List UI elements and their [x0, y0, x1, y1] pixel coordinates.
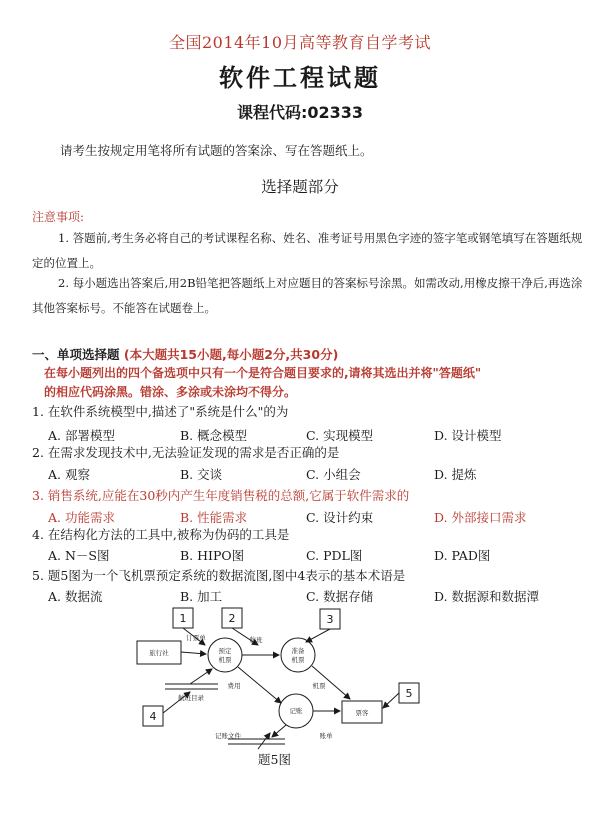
- callout-label-3: 3: [326, 613, 334, 626]
- callout-label-5: 5: [405, 687, 413, 700]
- instruction-text: 请考生按规定用笔将所有试题的答案涂、写在答题纸上。: [60, 143, 373, 158]
- note-item-2: 2. 每小题选出答案后,用2B铅笔把答题纸上对应题目的答案标号涂黑。如需改动,用橡皮擦干净后,再选涂其他答案标号。不能答在试题卷上。: [32, 276, 583, 315]
- exam-title: 软件工程试题: [219, 64, 381, 92]
- question-5-option-d: D. 数据源和数据潭: [434, 589, 540, 604]
- callout-label-1: 1: [179, 612, 187, 625]
- entity-travel-agency-label: 旅行社: [149, 649, 169, 657]
- section-heading: 选择题部分: [261, 178, 339, 196]
- figure-caption: 题5图: [258, 752, 291, 767]
- leader-5: [383, 693, 399, 708]
- question-4-stem: 4. 在结构化方法的工具中,被称为伪码的工具是: [32, 527, 290, 542]
- flow-fee-label: 费用: [227, 682, 241, 690]
- process-book-label-line2: 机票: [218, 656, 232, 664]
- part1-description-line1: 在每小题列出的四个备选项中只有一个是符合题目要求的,请将其选出并将"答题纸": [44, 366, 482, 380]
- question-1-option-a: A. 部署模型: [48, 428, 115, 443]
- question-1-option-d: D. 设计模型: [434, 428, 502, 443]
- flow-order-label: 订票单: [186, 634, 206, 642]
- question-2-option-b: B. 交谈: [180, 467, 223, 482]
- question-4-option-a: A. N－S图: [48, 548, 110, 563]
- flow-ticket-label: 机票: [312, 682, 326, 690]
- question-5-option-a: A. 数据流: [48, 589, 103, 604]
- process-book-label-line1: 预定: [218, 647, 232, 655]
- flow-flight-label: 航班: [249, 636, 263, 644]
- question-1-stem: 1. 在软件系统模型中,描述了"系统是什么"的为: [32, 404, 289, 419]
- question-2-option-d: D. 提炼: [434, 467, 477, 482]
- callout-label-2: 2: [228, 612, 236, 625]
- process-prepare-ticket: [281, 638, 315, 672]
- entity-ticket-box-label: 票客: [355, 709, 369, 717]
- question-3-option-c: C. 设计约束: [306, 510, 374, 525]
- note-item-1: 1. 答题前,考生务必将自己的考试课程名称、姓名、准考证号用黑色字迹的签字笔或钢笔填写在答题纸规定的位置上。: [32, 231, 583, 270]
- part1-description-line2: 的相应代码涂黑。错涂、多涂或未涂均不得分。: [44, 385, 297, 399]
- question-5-option-c: C. 数据存储: [306, 589, 374, 604]
- question-3-stem: 3. 销售系统,应能在30秒内产生年度销售税的总额,它属于软件需求的: [32, 488, 410, 503]
- process-record-label: 记账: [289, 707, 303, 715]
- question-3-option-b: B. 性能需求: [180, 510, 248, 525]
- question-1-option-b: B. 概念模型: [180, 428, 248, 443]
- question-2-stem: 2. 在需求发现技术中,无法验证发现的需求是否正确的是: [32, 445, 340, 460]
- store-flight-schedule-label: 航班目录: [178, 694, 204, 702]
- question-3-option-d: D. 外部接口需求: [434, 510, 527, 525]
- question-4-option-b: B. HIPO图: [180, 548, 245, 563]
- notes-heading: 注意事项:: [32, 210, 85, 224]
- question-5-stem: 5. 题5图为一个飞机票预定系统的数据流图,图中4表示的基本术语是: [32, 568, 406, 583]
- question-1-option-c: C. 实现模型: [306, 428, 374, 443]
- part1-scoring: (本大题共15小题,每小题2分,共30分): [123, 347, 339, 362]
- callout-label-4: 4: [149, 710, 157, 723]
- exam-header: 全国2014年10月高等教育自学考试: [168, 33, 432, 52]
- flow-schedule-to-book: [190, 669, 212, 684]
- store-ledger-label: 记账文件: [215, 732, 241, 740]
- question-3-option-a: A. 功能需求: [48, 510, 115, 525]
- part1-title-label: 一、单项选择题: [32, 347, 120, 362]
- flow-order: [181, 652, 206, 654]
- question-2-option-a: A. 观察: [48, 467, 90, 482]
- question-4-option-d: D. PAD图: [434, 548, 491, 563]
- flow-record-to-ledger: [272, 725, 286, 737]
- process-prepare-label-line2: 机票: [291, 656, 305, 664]
- process-prepare-label-line1: 准备: [291, 647, 305, 655]
- question-2-option-c: C. 小组会: [306, 467, 361, 482]
- course-code: 课程代码:02333: [236, 103, 364, 122]
- flow-fee: [238, 667, 281, 703]
- leader-3: [306, 629, 330, 642]
- question-4-option-c: C. PDL图: [306, 548, 363, 563]
- flow-bill-label: 账单: [319, 732, 333, 740]
- question-5-option-b: B. 加工: [180, 589, 223, 604]
- process-book-ticket: [208, 638, 242, 672]
- leader-ledger: [258, 733, 270, 749]
